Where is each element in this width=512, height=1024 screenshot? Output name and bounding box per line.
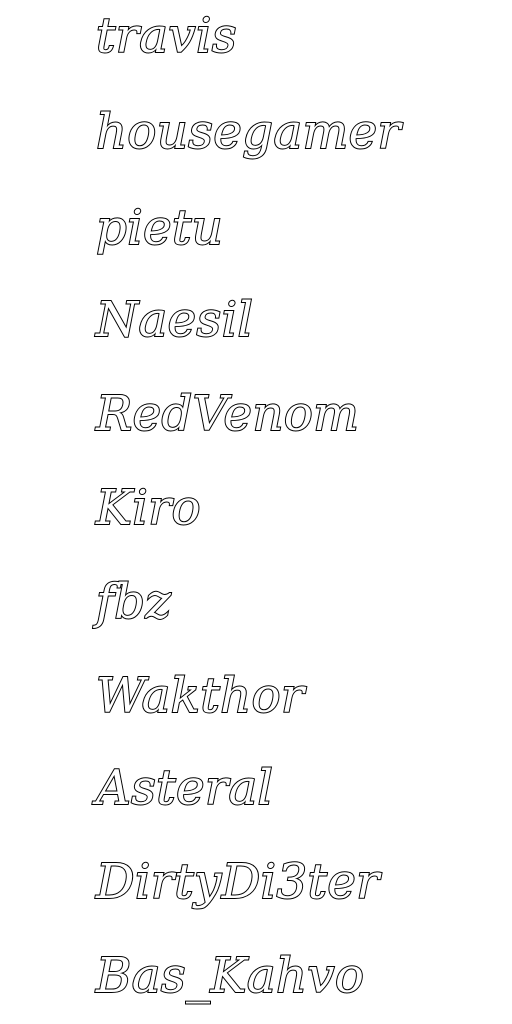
name-item: Bas_Kahvo: [96, 948, 365, 1004]
name-item: housegamer: [96, 104, 401, 160]
name-item: travis: [96, 8, 237, 64]
name-item: DirtyDi3ter: [96, 854, 380, 910]
name-item: Wakthor: [96, 668, 305, 724]
name-item: Naesil: [96, 292, 254, 348]
name-item: Kiro: [96, 480, 202, 536]
name-item: Asteral: [96, 760, 274, 816]
name-item: RedVenom: [96, 386, 360, 442]
name-item: pietu: [96, 200, 224, 256]
name-item: fbz: [96, 574, 172, 630]
